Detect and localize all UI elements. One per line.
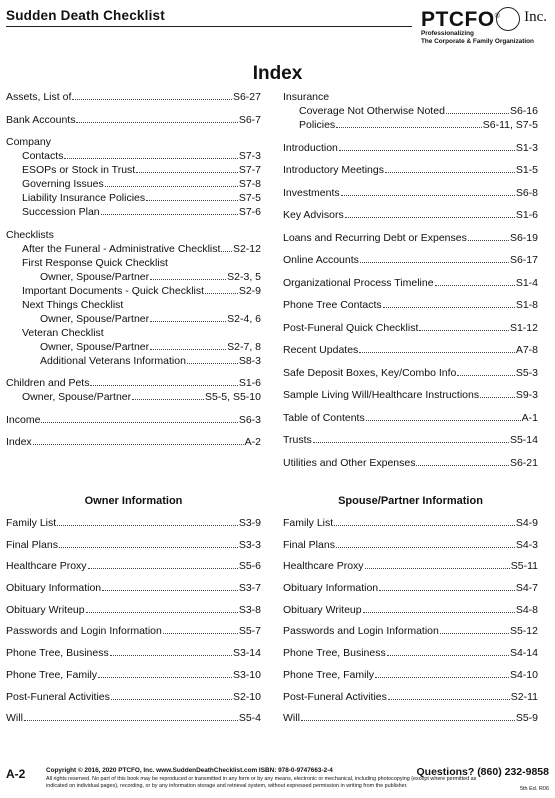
dot-leader	[345, 217, 515, 218]
dot-leader	[187, 363, 238, 364]
index-entry	[6, 90, 261, 104]
index-heading	[6, 256, 261, 270]
index-entry	[6, 690, 261, 704]
index-entry	[6, 603, 261, 617]
dot-leader	[163, 633, 238, 634]
spacer	[283, 312, 538, 321]
index-entry-page: A-2	[244, 436, 261, 448]
index-entry	[6, 435, 261, 449]
dot-leader	[301, 720, 515, 721]
dot-leader	[359, 352, 515, 353]
index-entry-label: Contacts	[22, 150, 64, 162]
index-entry	[283, 208, 538, 222]
dot-leader	[387, 655, 509, 656]
index-entry	[283, 433, 538, 447]
questions-phone: Questions? (860) 232-9858	[416, 766, 549, 778]
index-entry-label: Utilities and Other Expenses	[283, 456, 416, 469]
index-entry-label: Sample Living Will/Healthcare Instructions	[283, 389, 480, 401]
index-entry-label: Key Advisors	[283, 209, 344, 221]
index-entry-page: S5-7	[238, 625, 261, 638]
rights-notice: All rights reserved. No part of this book may be reproduced or transmitted in any form or by any means, electronic or mechanical, including photocopying (except where permitted as indicated on individual pages), recording, or by any information storage and retrieval system, without expressed permission in writing from the publisher.	[46, 776, 477, 789]
spacer	[6, 104, 261, 113]
index-entry	[6, 191, 261, 205]
owner-section-title: Owner Information	[84, 495, 183, 507]
index-entry-page: S3-14	[232, 647, 261, 660]
spacer	[283, 200, 538, 209]
index-entry	[283, 231, 538, 245]
page-header	[6, 5, 549, 49]
index-entry-page: S1-3	[515, 141, 538, 154]
index-entry-label: Owner, Spouse/Partner	[40, 270, 150, 283]
index-entry-label: Family List	[283, 517, 334, 529]
dot-leader	[383, 307, 515, 308]
spacer	[283, 402, 538, 411]
dot-leader	[102, 590, 238, 591]
index-entry-label: Safe Deposit Boxes, Key/Combo Info	[283, 366, 457, 379]
index-entry	[6, 354, 261, 368]
index-entry	[6, 205, 261, 219]
spacer	[283, 132, 538, 141]
index-entry	[283, 141, 538, 155]
dot-leader	[41, 422, 237, 423]
dot-leader	[205, 293, 238, 294]
index-entry-label: Coverage Not Otherwise Noted	[299, 105, 445, 117]
index-entry	[283, 388, 538, 402]
page-number: A-2	[6, 767, 26, 781]
index-entry-page: S1-8	[515, 299, 538, 311]
index-entry-page: S2-9	[238, 284, 261, 297]
index-entry-label: Recent Updates	[283, 344, 359, 356]
dot-leader	[365, 568, 510, 569]
spacer	[283, 155, 538, 164]
spacer	[283, 335, 538, 344]
index-entry-label: Children and Pets	[6, 377, 90, 389]
index-entry-page: S3-8	[238, 603, 261, 616]
index-entry-page: S6-7	[238, 113, 261, 126]
dot-leader	[57, 525, 238, 526]
index-entry-page: S9-3	[515, 389, 538, 401]
dot-leader	[375, 677, 509, 678]
index-entry-label: Online Accounts	[283, 254, 359, 266]
index-entry	[283, 711, 538, 725]
page-footer	[6, 765, 549, 795]
index-entry-page: S7-7	[238, 164, 261, 176]
index-entry	[6, 113, 261, 127]
index-entry-label: First Response Quick Checklist	[22, 256, 168, 269]
index-entry-page: S1-4	[515, 276, 538, 289]
index-entry-page: S5-3	[515, 366, 538, 379]
index-entry-label: Obituary Writeup	[283, 603, 362, 616]
index-entry-label: Introductory Meetings	[283, 164, 384, 176]
index-entry-page: S7-3	[238, 150, 261, 162]
index-entry-page: S6-3	[238, 413, 261, 426]
index-entry-page: S6-11, S7-5	[482, 119, 538, 131]
index-entry	[6, 390, 261, 404]
dot-leader	[64, 158, 237, 159]
dot-leader	[435, 285, 515, 286]
index-entry	[283, 321, 538, 335]
index-entry	[6, 149, 261, 163]
index-entry	[6, 581, 261, 595]
index-entry-label: After the Funeral - Administrative Checklist	[22, 242, 221, 255]
index-entry	[283, 516, 538, 530]
spacer	[6, 404, 261, 413]
index-entry	[283, 581, 538, 595]
dot-leader	[136, 172, 238, 173]
index-entry-page: S7-5	[238, 192, 261, 204]
index-entry-page: S2-12	[232, 242, 261, 255]
index-entry-page: S2-10	[232, 690, 261, 703]
index-entry-label: Index	[6, 436, 32, 448]
dot-leader	[440, 633, 509, 634]
index-entry-page: S1-6	[238, 377, 261, 389]
index-entry-label: Post-Funeral Activities	[6, 690, 110, 703]
header-rule	[6, 26, 412, 27]
index-entry-page: S4-7	[515, 582, 538, 595]
index-entry-page: S4-8	[515, 603, 538, 616]
dot-leader	[33, 444, 244, 445]
index-entry-page: S3-3	[238, 538, 261, 551]
dot-leader	[385, 172, 515, 173]
index-entry	[6, 177, 261, 191]
spacer	[283, 380, 538, 389]
index-entry-label: Assets, List of	[6, 91, 72, 103]
spouse-information-section	[283, 494, 538, 733]
index-entry-page: S4-3	[515, 538, 538, 551]
index-left-column	[6, 90, 261, 449]
index-entry	[283, 163, 538, 177]
dot-leader	[150, 279, 226, 280]
index-entry-label: Owner, Spouse/Partner	[40, 312, 150, 325]
index-entry-page: S7-6	[238, 206, 261, 218]
index-entry	[6, 711, 261, 725]
index-heading	[6, 135, 261, 149]
spacer	[283, 357, 538, 366]
dot-leader	[336, 547, 515, 548]
index-entry-page: S6-27	[232, 91, 261, 103]
index-entry-label: Additional Veterans Information	[40, 354, 186, 367]
dot-leader	[416, 465, 508, 466]
index-entry-page: S2-4, 6	[227, 312, 261, 325]
index-entry-page: S5-4	[238, 712, 261, 725]
index-entry-label: Owner, Spouse/Partner	[40, 340, 150, 353]
dot-leader	[110, 655, 232, 656]
index-entry-page: S6-17	[509, 254, 538, 266]
index-entry-page: S4-9	[515, 517, 538, 529]
index-entry-label: Phone Tree, Business	[283, 647, 386, 660]
index-entry-page: S1-5	[515, 164, 538, 176]
index-entry-page: S5-14	[509, 434, 538, 446]
ptcfo-logo	[413, 5, 549, 49]
dot-leader	[98, 677, 232, 678]
index-entry-label: Company	[6, 136, 51, 148]
spacer	[283, 425, 538, 434]
index-entry	[6, 516, 261, 530]
dot-leader	[150, 349, 226, 350]
index-entry	[6, 624, 261, 638]
spacer	[6, 219, 261, 228]
dot-leader	[360, 262, 509, 263]
index-entry	[283, 690, 538, 704]
copyright-line: Copyright © 2016, 2020 PTCFO, Inc. www.SuddenDeathChecklist.com ISBN: 978-0-9747663-2-4	[46, 767, 333, 774]
index-entry-label: ESOPs or Stock in Trust	[22, 164, 136, 176]
index-entry-page: S3-7	[238, 582, 261, 595]
dot-leader	[59, 547, 238, 548]
index-entry	[6, 270, 261, 284]
index-entry-label: Important Documents - Quick Checklist	[22, 284, 205, 297]
logo-tagline: Professionalizing The Corporate & Family Organization	[421, 30, 534, 45]
index-entry-page: S1-6	[515, 209, 538, 221]
spacer	[283, 177, 538, 186]
dot-leader	[132, 399, 204, 400]
dot-leader	[111, 699, 232, 700]
index-entry-label: Trusts	[283, 434, 312, 446]
index-entry	[283, 276, 538, 290]
dot-leader	[90, 385, 237, 386]
index-entry-label: Will	[283, 712, 300, 725]
index-entry-label: Income	[6, 413, 41, 426]
index-entry-page: S6-21	[509, 456, 538, 469]
dot-leader	[457, 375, 514, 376]
dot-leader	[336, 127, 482, 128]
index-entry-label: Introduction	[283, 141, 338, 154]
index-entry-label: Obituary Information	[6, 582, 102, 595]
logo-wordmark: PTCFO®	[421, 8, 501, 31]
index-entry	[6, 413, 261, 427]
index-entry	[283, 253, 538, 267]
index-entry	[6, 312, 261, 326]
index-entry-label: Family List	[6, 517, 57, 529]
index-entry-label: Bank Accounts	[6, 113, 76, 126]
index-entry-label: Loans and Recurring Debt or Expenses	[283, 231, 467, 244]
page-title: Index	[252, 63, 303, 84]
index-heading	[6, 298, 261, 312]
dot-leader	[388, 699, 510, 700]
index-entry-page: S6-8	[515, 186, 538, 199]
index-entry	[6, 284, 261, 298]
index-entry-label: Owner, Spouse/Partner	[22, 391, 132, 403]
index-heading	[6, 228, 261, 242]
document-title: Sudden Death Checklist	[6, 8, 165, 23]
spacer	[6, 427, 261, 436]
index-entry-label: Healthcare Proxy	[283, 560, 364, 573]
index-entry	[283, 668, 538, 682]
index-entry-label: Liability Insurance Policies	[22, 192, 146, 204]
dot-leader	[379, 590, 515, 591]
dot-leader	[366, 420, 521, 421]
index-entry	[283, 118, 538, 132]
index-entry-page: A-1	[521, 411, 538, 424]
index-entry-page: S7-8	[238, 178, 261, 190]
index-entry	[6, 242, 261, 256]
owner-index-list	[6, 516, 261, 725]
index-entry-page: A7-8	[515, 344, 538, 356]
index-entry-page: S5-5, S5-10	[204, 391, 261, 403]
index-heading	[283, 90, 538, 104]
index-entry	[6, 163, 261, 177]
index-entry-label: Investments	[283, 186, 340, 199]
index-entry	[283, 343, 538, 357]
index-entry	[6, 340, 261, 354]
index-entry	[283, 624, 538, 638]
index-entry	[283, 538, 538, 552]
index-entry-label: Healthcare Proxy	[6, 560, 87, 573]
spouse-section-title: Spouse/Partner Information	[338, 495, 483, 507]
index-heading	[6, 326, 261, 340]
index-entry	[6, 376, 261, 390]
index-entry-page: S1-12	[509, 321, 538, 334]
index-entry	[283, 603, 538, 617]
index-entry-label: Checklists	[6, 228, 54, 241]
dot-leader	[105, 186, 238, 187]
spacer	[6, 368, 261, 377]
index-entry-label: Insurance	[283, 91, 330, 103]
index-entry-page: S2-3, 5	[227, 270, 261, 283]
index-entry-page: S8-3	[238, 354, 261, 367]
index-entry-label: Governing Issues	[22, 178, 104, 190]
index-entry-label: Phone Tree, Business	[6, 647, 109, 660]
index-entry-label: Will	[6, 712, 23, 725]
dot-leader	[480, 397, 515, 398]
index-entry-page: S5-12	[509, 625, 538, 638]
index-entry-label: Passwords and Login Information	[6, 625, 162, 638]
index-entry-page: S4-14	[509, 647, 538, 660]
dot-leader	[313, 442, 509, 443]
dot-leader	[86, 612, 238, 613]
dot-leader	[468, 240, 509, 241]
index-entry	[283, 186, 538, 200]
index-entry-page: S2-7, 8	[227, 340, 261, 353]
edition-label: 5th Ed. R06	[519, 786, 549, 792]
index-entry	[6, 559, 261, 573]
index-entry-label: Obituary Writeup	[6, 603, 85, 616]
index-entry-label: Final Plans	[6, 538, 58, 551]
index-entry	[283, 646, 538, 660]
index-entry	[283, 104, 538, 118]
spacer	[6, 127, 261, 136]
logo-inc: Inc.	[524, 9, 547, 25]
dot-leader	[339, 150, 515, 151]
index-entry-page: S2-11	[510, 690, 538, 703]
spacer	[283, 222, 538, 231]
dot-leader	[72, 99, 232, 100]
index-entry	[283, 411, 538, 425]
index-entry	[6, 668, 261, 682]
index-entry-page: S5-6	[238, 560, 261, 573]
dot-leader	[446, 113, 509, 114]
index-entry-label: Phone Tree Contacts	[283, 299, 382, 311]
dot-leader	[334, 525, 515, 526]
spacer	[283, 447, 538, 456]
dot-leader	[221, 251, 232, 252]
index-entry-page: S3-9	[238, 517, 261, 529]
dot-leader	[101, 214, 238, 215]
dot-leader	[341, 195, 515, 196]
index-entry-label: Final Plans	[283, 538, 335, 551]
index-entry-label: Obituary Information	[283, 582, 379, 595]
index-entry-label: Veteran Checklist	[22, 326, 104, 339]
index-entry	[283, 366, 538, 380]
index-entry-label: Phone Tree, Family	[283, 668, 375, 681]
index-entry	[6, 538, 261, 552]
index-entry-label: Table of Contents	[283, 411, 365, 424]
index-entry-page: S5-9	[515, 712, 538, 725]
dot-leader	[419, 330, 509, 331]
index-entry-label: Policies	[299, 119, 336, 131]
dot-leader	[363, 612, 515, 613]
index-entry-page: S3-10	[232, 668, 261, 681]
dot-leader	[150, 321, 226, 322]
owner-information-section	[6, 494, 261, 733]
registered-mark: ®	[494, 13, 501, 20]
dot-leader	[88, 568, 238, 569]
spacer	[283, 267, 538, 276]
index-entry	[6, 646, 261, 660]
index-entry-label: Post-Funeral Activities	[283, 690, 387, 703]
index-entry-page: S5-11	[510, 560, 538, 573]
index-entry	[283, 559, 538, 573]
index-entry-label: Passwords and Login Information	[283, 625, 439, 638]
spouse-index-list	[283, 516, 538, 725]
dot-leader	[146, 200, 238, 201]
index-entry-label: Phone Tree, Family	[6, 668, 98, 681]
index-entry-label: Succession Plan	[22, 206, 100, 218]
index-entry-page: S4-10	[509, 668, 538, 681]
spacer	[283, 245, 538, 254]
index-entry	[283, 298, 538, 312]
spacer	[283, 290, 538, 299]
dot-leader	[24, 720, 238, 721]
index-entry-label: Organizational Process Timeline	[283, 276, 434, 289]
index-entry-label: Post-Funeral Quick Checklist	[283, 321, 419, 334]
index-entry-page: S6-16	[509, 105, 538, 117]
index-entry-page: S6-19	[509, 231, 538, 244]
index-right-column	[283, 90, 538, 470]
index-entry	[283, 456, 538, 470]
index-entry-label: Next Things Checklist	[22, 298, 124, 311]
dot-leader	[76, 122, 237, 123]
